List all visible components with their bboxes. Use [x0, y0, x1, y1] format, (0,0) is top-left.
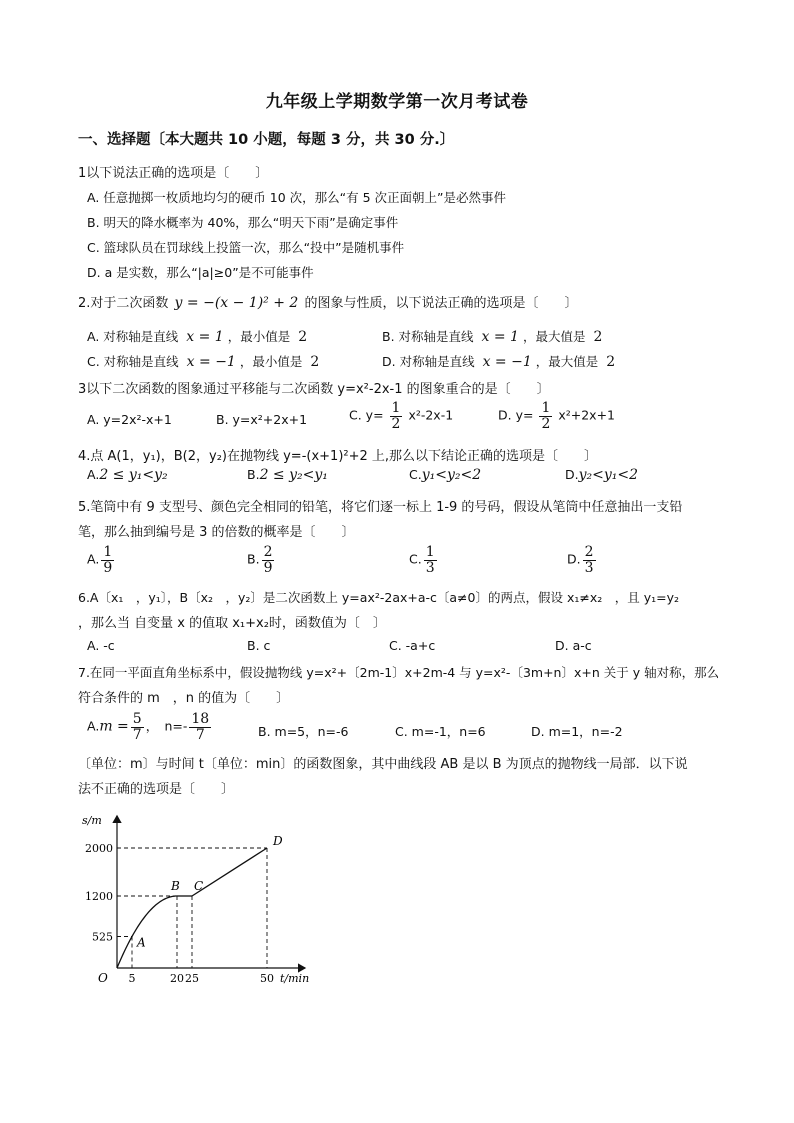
question-5-option-a	[87, 545, 116, 575]
segment-CD	[192, 848, 267, 896]
option-d-pre: D. y=	[498, 407, 534, 423]
option-label: B.	[247, 467, 260, 482]
option-c-fraction	[425, 545, 436, 575]
y-tick-label: 525	[92, 930, 113, 944]
question-2-post: 的图象与性质，以下说法正确的选项是〔 〕	[304, 296, 578, 311]
denominator: 2	[391, 415, 401, 432]
x-tick-label: 20	[170, 972, 184, 985]
option-a-mid: ， n=-	[145, 718, 188, 734]
option-b-value: 2 ≤ y₂<y₁	[259, 467, 328, 483]
question-2-option-b	[382, 327, 602, 345]
question-3-option-d	[498, 401, 615, 431]
question-2-formula: y = −(x − 1)² + 2	[174, 295, 299, 311]
question-7-line-1: 7.在同一平面直角坐标系中，假设抛物线 y=x²+〔2m-1〕x+2m-4 与 y=x²-〔3m+n〕x+n 关于 y 轴对称，那么	[78, 665, 720, 680]
denominator: 3	[584, 559, 594, 576]
question-3-option-b: B. y=x²+2x+1	[216, 412, 308, 427]
option-label: A.	[87, 551, 100, 567]
option-label: D.	[565, 467, 579, 482]
option-b-tail: ，最大值是	[522, 329, 586, 344]
question-5-option-c	[409, 545, 439, 575]
option-b-value: 2	[593, 329, 603, 345]
denominator: 3	[425, 559, 435, 576]
question-7-option-c: C. m=-1，n=6	[395, 724, 486, 739]
y-axis-label: s/m	[82, 814, 102, 827]
option-a-m: m =	[99, 718, 129, 735]
numerator: 2	[263, 544, 273, 560]
x-tick-label: 25	[185, 972, 199, 985]
question-2-pre: 2.对于二次函数	[78, 296, 169, 311]
option-d-value: y₂<y₁<2	[578, 467, 639, 483]
option-a-text: A. 对称轴是直线	[87, 329, 179, 344]
option-label: A.	[87, 467, 100, 482]
option-label: B.	[247, 551, 260, 567]
denominator: 2	[541, 415, 551, 432]
distance-time-graph	[80, 810, 340, 1000]
x-axis-label: t/min	[280, 972, 310, 985]
question-4-stem: 4.点 A(1，y₁)，B(2，y₂)在抛物线 y=-(x+1)²+2 上,那么以下结论正确的选项是〔 〕	[78, 449, 598, 464]
question-6-line-1: 6.A〔x₁ ，y₁〕，B〔x₂ ，y₂〕是二次函数上 y=ax²-2ax+a-c〔a≠0〕的两点，假设 x₁≠x₂ ，且 y₁=y₂	[78, 590, 680, 605]
question-2-option-a	[87, 327, 307, 345]
question-1-option-c: C. 篮球队员在罚球线上投篮一次，那么“投中”是随机事件	[87, 240, 405, 255]
question-1-option-b: B. 明天的降水概率为 40%，那么“明天下雨”是确定事件	[87, 215, 399, 230]
question-8-line-1: 〔单位：m〕与时间 t〔单位：min〕的函数图象，其中曲线段 AB 是以 B 为顶点的抛物线一局部．以下说	[78, 757, 688, 772]
point-label-d: D	[273, 834, 283, 848]
denominator: 9	[103, 559, 113, 576]
question-1-option-a: A. 任意抛掷一枚质地均匀的硬币 10 次，那么“有 5 次正面朝上”是必然事件	[87, 190, 506, 205]
numerator: 2	[584, 544, 594, 560]
option-a-fraction-2	[190, 712, 210, 742]
question-6-option-b: B. c	[247, 638, 271, 653]
x-tick-label: 50	[260, 972, 274, 985]
question-1-option-d: D. a 是实数，那么“|a|≥0”是不可能事件	[87, 265, 314, 280]
option-label: A.	[87, 718, 100, 734]
numerator: 5	[132, 711, 142, 727]
option-c-eq: x = −1	[186, 354, 236, 370]
option-d-post: x²+2x+1	[558, 407, 616, 423]
option-a-eq: x = 1	[186, 329, 224, 345]
question-3-option-a: A. y=2x²-x+1	[87, 412, 172, 427]
option-label: C.	[409, 467, 422, 482]
question-1-stem: 1以下说法正确的选项是〔 〕	[78, 166, 269, 181]
curve-OAB	[117, 896, 177, 968]
option-label: D.	[567, 551, 581, 567]
question-4-option-d	[565, 467, 638, 483]
question-7-option-a	[87, 712, 213, 742]
origin-label: O	[98, 971, 108, 985]
x-tick-label: 5	[128, 972, 136, 985]
question-8-line-2: 法不正确的选项是〔 〕	[78, 782, 235, 797]
question-4-option-c	[409, 467, 481, 483]
question-2-option-d	[382, 352, 615, 370]
question-5-line-1: 5.笔筒中有 9 支型号、颜色完全相同的铅笔，将它们逐一标上 1-9 的号码，假设从笔筒中任意抽出一支铅	[78, 500, 683, 515]
option-a-value: 2	[298, 329, 308, 345]
page-title: 九年级上学期数学第一次月考试卷	[265, 92, 529, 112]
numerator: 1	[103, 544, 113, 560]
option-b-text: B. 对称轴是直线	[382, 329, 474, 344]
option-d-eq: x = −1	[482, 354, 532, 370]
question-5-option-b	[247, 545, 276, 575]
option-d-fraction	[540, 401, 551, 431]
numerator: 1	[425, 544, 435, 560]
question-2-option-c	[87, 352, 319, 370]
option-a-value: 2 ≤ y₁<y₂	[99, 467, 168, 483]
option-b-fraction	[263, 545, 274, 575]
y-tick-label: 1200	[85, 890, 113, 903]
option-c-fraction	[391, 401, 402, 431]
y-tick-label: 2000	[85, 842, 113, 855]
option-c-text: C. 对称轴是直线	[87, 354, 179, 369]
option-d-tail: ，最大值是	[535, 354, 599, 369]
point-label-a: A	[137, 935, 146, 950]
question-3-stem: 3以下二次函数的图象通过平移能与二次函数 y=x²-2x-1 的图象重合的是〔 〕	[78, 382, 550, 397]
denominator: 7	[195, 726, 205, 743]
option-a-fraction	[102, 545, 113, 575]
denominator: 9	[263, 559, 273, 576]
denominator: 7	[132, 726, 142, 743]
question-6-line-2: ，那么当 自变量 x 的值取 x₁+x₂时，函数值为〔 〕	[78, 616, 386, 631]
question-5-option-d	[567, 545, 598, 575]
option-d-fraction	[584, 545, 595, 575]
option-d-value: 2	[606, 354, 616, 370]
numerator: 1	[391, 400, 401, 416]
question-2-stem	[78, 292, 577, 311]
question-3-option-c	[349, 401, 453, 431]
point-label-c: C	[194, 879, 204, 893]
option-c-pre: C. y=	[349, 407, 384, 423]
question-4-option-a	[87, 467, 168, 483]
numerator: 1	[541, 400, 551, 416]
question-7-line-2: 符合条件的 m ，n 的值为〔 〕	[78, 691, 290, 706]
option-a-fraction-1	[132, 712, 143, 742]
option-c-post: x²-2x-1	[408, 407, 454, 423]
option-c-value: y₁<y₂<2	[421, 467, 482, 483]
point-label-b: B	[171, 879, 180, 893]
option-label: C.	[409, 551, 422, 567]
question-6-option-a: A. -c	[87, 638, 115, 653]
question-7-option-d: D. m=1，n=-2	[531, 724, 623, 739]
question-5-line-2: 笔，那么抽到编号是 3 的倍数的概率是〔 〕	[78, 525, 355, 540]
question-6-option-c: C. -a+c	[389, 638, 436, 653]
option-a-tail: ，最小值是	[227, 329, 291, 344]
option-c-value: 2	[310, 354, 320, 370]
question-6-option-d: D. a-c	[555, 638, 592, 653]
question-7-option-b: B. m=5，n=-6	[258, 724, 349, 739]
option-c-tail: ，最小值是	[239, 354, 303, 369]
question-4-option-b	[247, 467, 328, 483]
numerator: 18	[191, 711, 210, 727]
option-b-eq: x = 1	[481, 329, 519, 345]
section-heading: 一、选择题〔本大题共 10 小题，每题 3 分，共 30 分.〕	[78, 132, 455, 148]
option-d-text: D. 对称轴是直线	[382, 354, 475, 369]
